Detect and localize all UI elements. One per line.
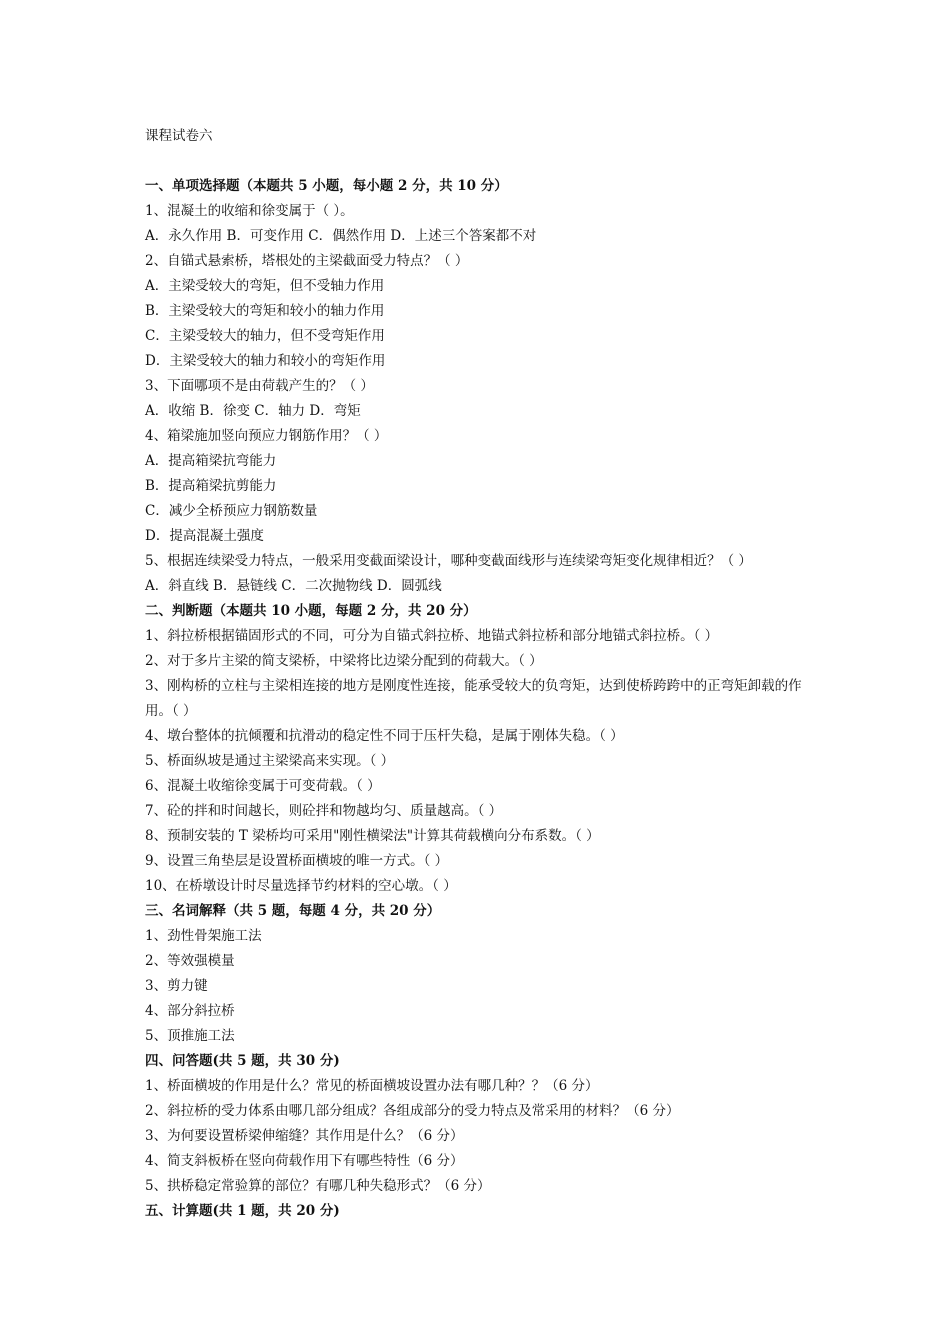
question-line: A．主梁受较大的弯矩，但不受轴力作用 bbox=[145, 278, 385, 294]
question-line: 1、桥面横坡的作用是什么？常见的桥面横坡设置办法有哪几种？？（6 分） bbox=[145, 1078, 599, 1094]
question-line: 6、混凝土收缩徐变属于可变荷载。（ ） bbox=[145, 778, 381, 794]
section-heading: 四、问答题(共 5 题，共 30 分) bbox=[145, 1053, 340, 1069]
question-line: 5、顶推施工法 bbox=[145, 1028, 235, 1044]
question-line: 1、混凝土的收缩和徐变属于（ ）。 bbox=[145, 203, 354, 219]
section-heading: 一、单项选择题（本题共 5 小题，每小题 2 分，共 10 分） bbox=[145, 178, 508, 194]
question-line: 4、箱梁施加竖向预应力钢筋作用？（ ） bbox=[145, 428, 388, 444]
question-line: C．主梁受较大的轴力，但不受弯矩作用 bbox=[145, 328, 385, 344]
exam-paper bbox=[145, 124, 825, 1224]
question-line: 4、墩台整体的抗倾覆和抗滑动的稳定性不同于压杆失稳，是属于刚体失稳。（ ） bbox=[145, 728, 624, 744]
question-line: A．收缩 B．徐变 C．轴力 D．弯矩 bbox=[145, 403, 361, 419]
question-line: 10、在桥墩设计时尽量选择节约材料的空心墩。（ ） bbox=[145, 878, 457, 894]
question-line: D．主梁受较大的轴力和较小的弯矩作用 bbox=[145, 353, 386, 369]
question-line: 5、桥面纵坡是通过主梁梁高来实现。（ ） bbox=[145, 753, 395, 769]
section-heading: 五、计算题(共 1 题，共 20 分) bbox=[145, 1203, 340, 1219]
question-line: 2、自锚式悬索桥，塔根处的主梁截面受力特点？（ ） bbox=[145, 253, 469, 269]
question-line: A．永久作用 B．可变作用 C．偶然作用 D．上述三个答案都不对 bbox=[145, 228, 537, 244]
section-heading: 二、判断题（本题共 10 小题，每题 2 分，共 20 分） bbox=[145, 603, 477, 619]
question-line: 3、为何要设置桥梁伸缩缝？其作用是什么？（6 分） bbox=[145, 1128, 464, 1144]
question-line: 3、下面哪项不是由荷载产生的？（ ） bbox=[145, 378, 374, 394]
question-line: 2、斜拉桥的受力体系由哪几部分组成？各组成部分的受力特点及常采用的材料？（6 分） bbox=[145, 1103, 680, 1119]
question-line: A．斜直线 B．悬链线 C．二次抛物线 D．圆弧线 bbox=[145, 578, 442, 594]
question-line: 3、剪力键 bbox=[145, 978, 208, 994]
question-line: 5、拱桥稳定常验算的部位？有哪几种失稳形式？（6 分） bbox=[145, 1178, 491, 1194]
section-heading: 三、名词解释（共 5 题，每题 4 分，共 20 分） bbox=[145, 903, 441, 919]
question-line: 1、斜拉桥根据锚固形式的不同，可分为自锚式斜拉桥、地锚式斜拉桥和部分地锚式斜拉桥。（ ） bbox=[145, 628, 719, 644]
question-line: A．提高箱梁抗弯能力 bbox=[145, 453, 277, 469]
question-line: 9、设置三角垫层是设置桥面横坡的唯一方式。（ ） bbox=[145, 853, 449, 869]
question-line: B．提高箱梁抗剪能力 bbox=[145, 478, 277, 494]
question-line: B．主梁受较大的弯矩和较小的轴力作用 bbox=[145, 303, 385, 319]
question-line: D．提高混凝土强度 bbox=[145, 528, 264, 544]
question-line: 1、劲性骨架施工法 bbox=[145, 928, 262, 944]
question-line: C．减少全桥预应力钢筋数量 bbox=[145, 503, 318, 519]
question-line: 7、砼的拌和时间越长，则砼拌和物越均匀、质量越高。（ ） bbox=[145, 803, 503, 819]
question-line: 5、根据连续梁受力特点，一般采用变截面梁设计，哪种变截面线形与连续梁弯矩变化规律相近？（ ） bbox=[145, 553, 752, 569]
question-line: 8、预制安装的 T 梁桥均可采用"刚性横梁法"计算其荷载横向分布系数。（ ） bbox=[145, 828, 600, 844]
document-title: 课程试卷六 bbox=[145, 128, 213, 144]
question-line: 4、部分斜拉桥 bbox=[145, 1003, 235, 1019]
question-line: 4、简支斜板桥在竖向荷载作用下有哪些特性（6 分） bbox=[145, 1153, 464, 1169]
question-list bbox=[145, 174, 825, 1224]
question-line: 2、对于多片主梁的简支梁桥，中梁将比边梁分配到的荷载大。（ ） bbox=[145, 653, 543, 669]
question-line: 3、刚构桥的立柱与主梁相连接的地方是刚度性连接，能承受较大的负弯矩，达到使桥跨跨中的正弯矩卸载的作用。（ ） bbox=[145, 678, 802, 719]
question-line: 2、等效强模量 bbox=[145, 953, 235, 969]
